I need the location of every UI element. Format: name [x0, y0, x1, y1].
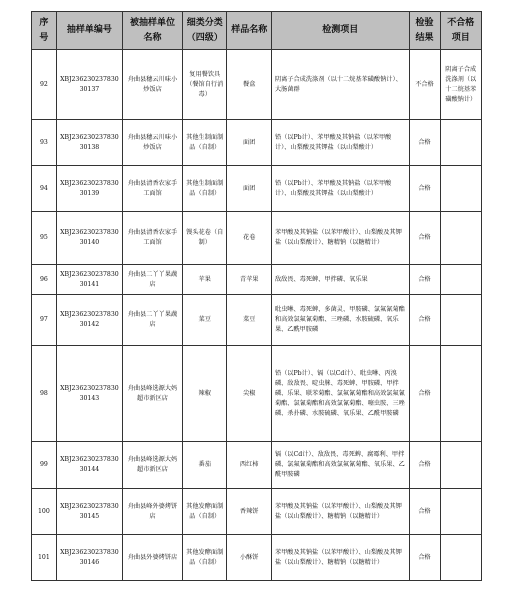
cell-result: 合格	[409, 489, 440, 535]
cell-category: 其他生制面制品（自制）	[183, 120, 227, 166]
cell-test-items: 吡虫啉、毒死蜱、多菌灵、甲胺磷、氯氟氰菊酯和高效氯氟氰菊酯、三唑磷、水胺硫磷、氧乐果、乙酰甲胺磷	[271, 295, 409, 346]
cell-category: 其他发酵面制品（自制）	[183, 489, 227, 535]
cell-sampled-unit: 舟曲县峰选源大妈超市新区店	[123, 346, 183, 442]
cell-category: 菜豆	[183, 295, 227, 346]
header-category: 细类分类（四级）	[183, 12, 227, 50]
cell-result: 合格	[409, 442, 440, 489]
cell-sampled-unit: 舟曲县清香农家手工面馆	[123, 212, 183, 265]
cell-test-items: 苯甲酸及其钠盐（以苯甲酸计）、山梨酸及其钾盐（以山梨酸计）、糖精钠（以糖精计）	[271, 212, 409, 265]
cell-test-items: 阴离子合成洗涤剂（以十二烷基苯磺酸钠计）、大肠菌群	[271, 50, 409, 120]
cell-sampled-unit: 舟曲县穗云川味小炒饭店	[123, 120, 183, 166]
cell-index: 99	[32, 442, 57, 489]
cell-sample-code: XBJ23623023783030137	[56, 50, 122, 120]
cell-sampled-unit: 舟曲县峰外婆烤饼店	[123, 489, 183, 535]
cell-sample-code: XBJ23623023783030138	[56, 120, 122, 166]
cell-sample-name: 小酥饼	[227, 535, 271, 581]
cell-failed-items	[440, 489, 481, 535]
cell-sample-code: XBJ23623023783030146	[56, 535, 122, 581]
cell-index: 93	[32, 120, 57, 166]
table-row	[32, 212, 482, 265]
cell-result: 合格	[409, 535, 440, 581]
cell-sample-name: 面团	[227, 120, 271, 166]
cell-sample-name: 面团	[227, 166, 271, 212]
cell-index: 95	[32, 212, 57, 265]
cell-test-items: 铅（以Pb计）、镉（以Cd计）、吡虫啉、丙溴磷、敌敌畏、啶虫脒、毒死蜱、甲胺磷、甲拌磷、乐果、联苯菊酯、氯氟氰菊酯和高效氯氟氰菊酯、氯氰菊酯和高效氯氰菊酯、噻虫胺、三唑磷、杀扑磷、水胺硫磷、氧乐果、乙酰甲胺磷	[271, 346, 409, 442]
cell-sample-name: 青苹果	[227, 265, 271, 295]
cell-sample-name: 西红柿	[227, 442, 271, 489]
cell-failed-items	[440, 535, 481, 581]
table-row	[32, 535, 482, 581]
table-row	[32, 295, 482, 346]
cell-category: 复用餐饮具（餐馆自行消毒）	[183, 50, 227, 120]
cell-test-items: 铅（以Pb计）、苯甲酸及其钠盐（以苯甲酸计）、山梨酸及其钾盐（以山梨酸计）	[271, 166, 409, 212]
cell-failed-items	[440, 166, 481, 212]
cell-test-items: 苯甲酸及其钠盐（以苯甲酸计）、山梨酸及其钾盐（以山梨酸计）、糖精钠（以糖精计）	[271, 489, 409, 535]
header-failed-items: 不合格项目	[440, 12, 481, 50]
cell-test-items: 敌敌畏、毒死蜱、甲拌磷、氧乐果	[271, 265, 409, 295]
cell-sampled-unit: 舟曲县二丫丫果蔬店	[123, 295, 183, 346]
cell-index: 100	[32, 489, 57, 535]
table-row	[32, 166, 482, 212]
cell-sampled-unit: 舟曲县外婆烤饼店	[123, 535, 183, 581]
cell-result: 合格	[409, 212, 440, 265]
cell-sampled-unit: 舟曲县峰选源大妈超市新区店	[123, 442, 183, 489]
cell-index: 92	[32, 50, 57, 120]
header-sampled-unit: 被抽样单位名称	[123, 12, 183, 50]
table-row	[32, 442, 482, 489]
cell-failed-items	[440, 120, 481, 166]
cell-index: 101	[32, 535, 57, 581]
header-sample-code: 抽样单编号	[56, 12, 122, 50]
cell-failed-items: 阴离子合成洗涤剂（以十二烷基苯磺酸钠计）	[440, 50, 481, 120]
cell-index: 94	[32, 166, 57, 212]
cell-sample-code: XBJ23623023783030139	[56, 166, 122, 212]
cell-result: 不合格	[409, 50, 440, 120]
cell-sample-code: XBJ23623023783030145	[56, 489, 122, 535]
cell-index: 97	[32, 295, 57, 346]
cell-failed-items	[440, 212, 481, 265]
cell-result: 合格	[409, 120, 440, 166]
cell-sample-name: 尖椒	[227, 346, 271, 442]
cell-test-items: 镉（以Cd计）、敌敌畏、毒死蜱、腐霉利、甲拌磷、氯氟氰菊酯和高效氯氟氰菊酯、氧乐果、乙酰甲胺磷	[271, 442, 409, 489]
table-row	[32, 50, 482, 120]
inspection-results-table	[31, 11, 482, 581]
cell-sample-code: XBJ23623023783030141	[56, 265, 122, 295]
cell-sampled-unit: 舟曲县清香农家手工面馆	[123, 166, 183, 212]
cell-sample-name: 香辣饼	[227, 489, 271, 535]
cell-sample-name: 菜豆	[227, 295, 271, 346]
cell-category: 辣椒	[183, 346, 227, 442]
table-header-row	[32, 12, 482, 50]
table-row	[32, 489, 482, 535]
cell-result: 合格	[409, 166, 440, 212]
cell-sample-name: 花卷	[227, 212, 271, 265]
cell-sampled-unit: 舟曲县穗云川味小炒饭店	[123, 50, 183, 120]
cell-index: 98	[32, 346, 57, 442]
cell-result: 合格	[409, 346, 440, 442]
cell-failed-items	[440, 442, 481, 489]
cell-category: 番茄	[183, 442, 227, 489]
table-row	[32, 265, 482, 295]
header-test-items: 检测项目	[271, 12, 409, 50]
header-sample-name: 样品名称	[227, 12, 271, 50]
cell-sampled-unit: 舟曲县二丫丫果蔬店	[123, 265, 183, 295]
header-result: 检验结果	[409, 12, 440, 50]
cell-sample-code: XBJ23623023783030142	[56, 295, 122, 346]
cell-result: 合格	[409, 295, 440, 346]
cell-sample-code: XBJ23623023783030144	[56, 442, 122, 489]
cell-failed-items	[440, 295, 481, 346]
cell-result: 合格	[409, 265, 440, 295]
table-row	[32, 120, 482, 166]
cell-failed-items	[440, 346, 481, 442]
cell-test-items: 铅（以Pb计）、苯甲酸及其钠盐（以苯甲酸计）、山梨酸及其钾盐（以山梨酸计）	[271, 120, 409, 166]
cell-test-items: 苯甲酸及其钠盐（以苯甲酸计）、山梨酸及其钾盐（以山梨酸计）、糖精钠（以糖精计）	[271, 535, 409, 581]
cell-sample-code: XBJ23623023783030140	[56, 212, 122, 265]
cell-category: 其他发酵面制品（自制）	[183, 535, 227, 581]
cell-sample-code: XBJ23623023783030143	[56, 346, 122, 442]
table-row	[32, 346, 482, 442]
header-index: 序号	[32, 12, 57, 50]
cell-category: 馒头花卷（自制）	[183, 212, 227, 265]
cell-category: 苹果	[183, 265, 227, 295]
cell-failed-items	[440, 265, 481, 295]
cell-index: 96	[32, 265, 57, 295]
cell-category: 其他生制面制品（自制）	[183, 166, 227, 212]
cell-sample-name: 餐盒	[227, 50, 271, 120]
